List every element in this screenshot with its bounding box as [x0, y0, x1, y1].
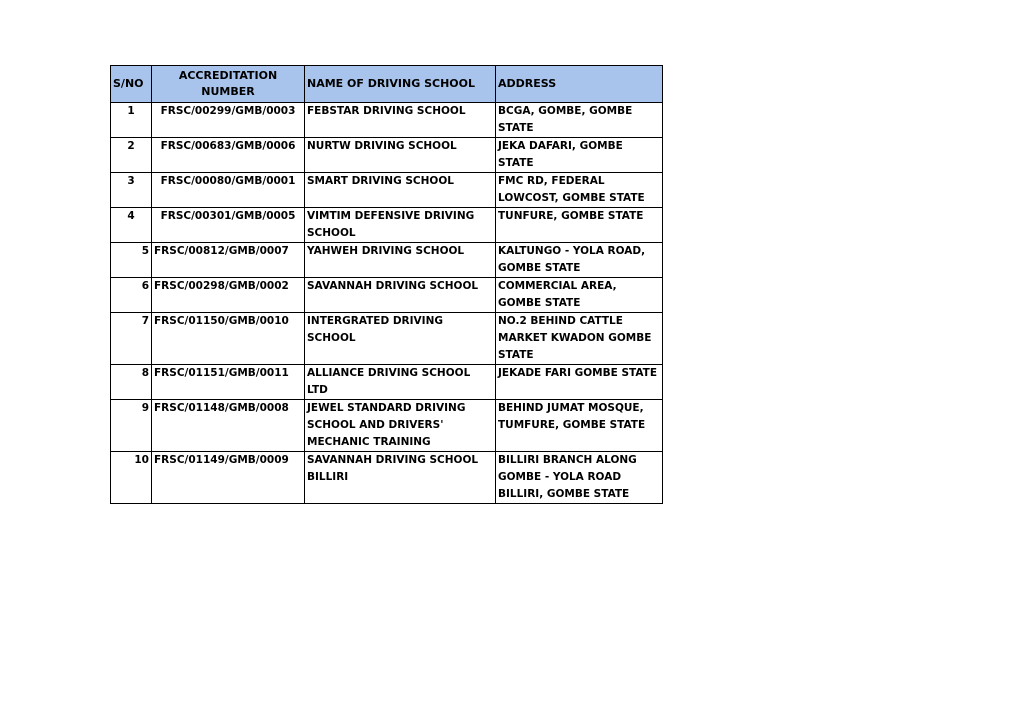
cell-accreditation: FRSC/01148/GMB/0008	[152, 400, 305, 452]
table-row	[111, 138, 663, 173]
cell-sno: 8	[111, 365, 152, 400]
driving-schools-table	[110, 65, 663, 504]
cell-sno: 7	[111, 313, 152, 365]
cell-address: BILLIRI BRANCH ALONG GOMBE - YOLA ROAD BILLIRI, GOMBE STATE	[496, 452, 663, 504]
cell-address: COMMERCIAL AREA, GOMBE STATE	[496, 278, 663, 313]
cell-school-name: INTERGRATED DRIVING SCHOOL	[305, 313, 496, 365]
table-header-row	[111, 66, 663, 103]
cell-accreditation: FRSC/01150/GMB/0010	[152, 313, 305, 365]
cell-school-name: ALLIANCE DRIVING SCHOOL LTD	[305, 365, 496, 400]
cell-accreditation: FRSC/00301/GMB/0005	[152, 208, 305, 243]
table-row	[111, 103, 663, 138]
cell-school-name: FEBSTAR DRIVING SCHOOL	[305, 103, 496, 138]
cell-accreditation: FRSC/00080/GMB/0001	[152, 173, 305, 208]
cell-sno: 10	[111, 452, 152, 504]
table-row	[111, 452, 663, 504]
table-row	[111, 173, 663, 208]
cell-school-name: YAHWEH DRIVING SCHOOL	[305, 243, 496, 278]
cell-accreditation: FRSC/00299/GMB/0003	[152, 103, 305, 138]
table-row	[111, 278, 663, 313]
table-row	[111, 208, 663, 243]
cell-address: JEKADE FARI GOMBE STATE	[496, 365, 663, 400]
cell-sno: 2	[111, 138, 152, 173]
cell-accreditation: FRSC/00812/GMB/0007	[152, 243, 305, 278]
cell-address: FMC RD, FEDERAL LOWCOST, GOMBE STATE	[496, 173, 663, 208]
cell-sno: 1	[111, 103, 152, 138]
cell-address: KALTUNGO - YOLA ROAD, GOMBE STATE	[496, 243, 663, 278]
table-row	[111, 365, 663, 400]
cell-sno: 5	[111, 243, 152, 278]
table-row	[111, 313, 663, 365]
cell-sno: 4	[111, 208, 152, 243]
cell-school-name: NURTW DRIVING SCHOOL	[305, 138, 496, 173]
cell-accreditation: FRSC/01149/GMB/0009	[152, 452, 305, 504]
cell-sno: 6	[111, 278, 152, 313]
cell-accreditation: FRSC/01151/GMB/0011	[152, 365, 305, 400]
table-row	[111, 243, 663, 278]
table-row	[111, 400, 663, 452]
cell-address: NO.2 BEHIND CATTLE MARKET KWADON GOMBE STATE	[496, 313, 663, 365]
cell-sno: 9	[111, 400, 152, 452]
header-driving-school-name: NAME OF DRIVING SCHOOL	[305, 66, 496, 103]
cell-school-name: SAVANNAH DRIVING SCHOOL BILLIRI	[305, 452, 496, 504]
cell-address: BEHIND JUMAT MOSQUE, TUMFURE, GOMBE STATE	[496, 400, 663, 452]
cell-school-name: VIMTIM DEFENSIVE DRIVING SCHOOL	[305, 208, 496, 243]
cell-sno: 3	[111, 173, 152, 208]
header-sno: S/NO	[111, 66, 152, 103]
cell-school-name: JEWEL STANDARD DRIVING SCHOOL AND DRIVERS' MECHANIC TRAINING	[305, 400, 496, 452]
header-accreditation-number: ACCREDITATION NUMBER	[152, 66, 305, 103]
cell-school-name: SAVANNAH DRIVING SCHOOL	[305, 278, 496, 313]
cell-address: JEKA DAFARI, GOMBE STATE	[496, 138, 663, 173]
cell-accreditation: FRSC/00298/GMB/0002	[152, 278, 305, 313]
cell-school-name: SMART DRIVING SCHOOL	[305, 173, 496, 208]
cell-accreditation: FRSC/00683/GMB/0006	[152, 138, 305, 173]
header-address: ADDRESS	[496, 66, 663, 103]
cell-address: BCGA, GOMBE, GOMBE STATE	[496, 103, 663, 138]
cell-address: TUNFURE, GOMBE STATE	[496, 208, 663, 243]
